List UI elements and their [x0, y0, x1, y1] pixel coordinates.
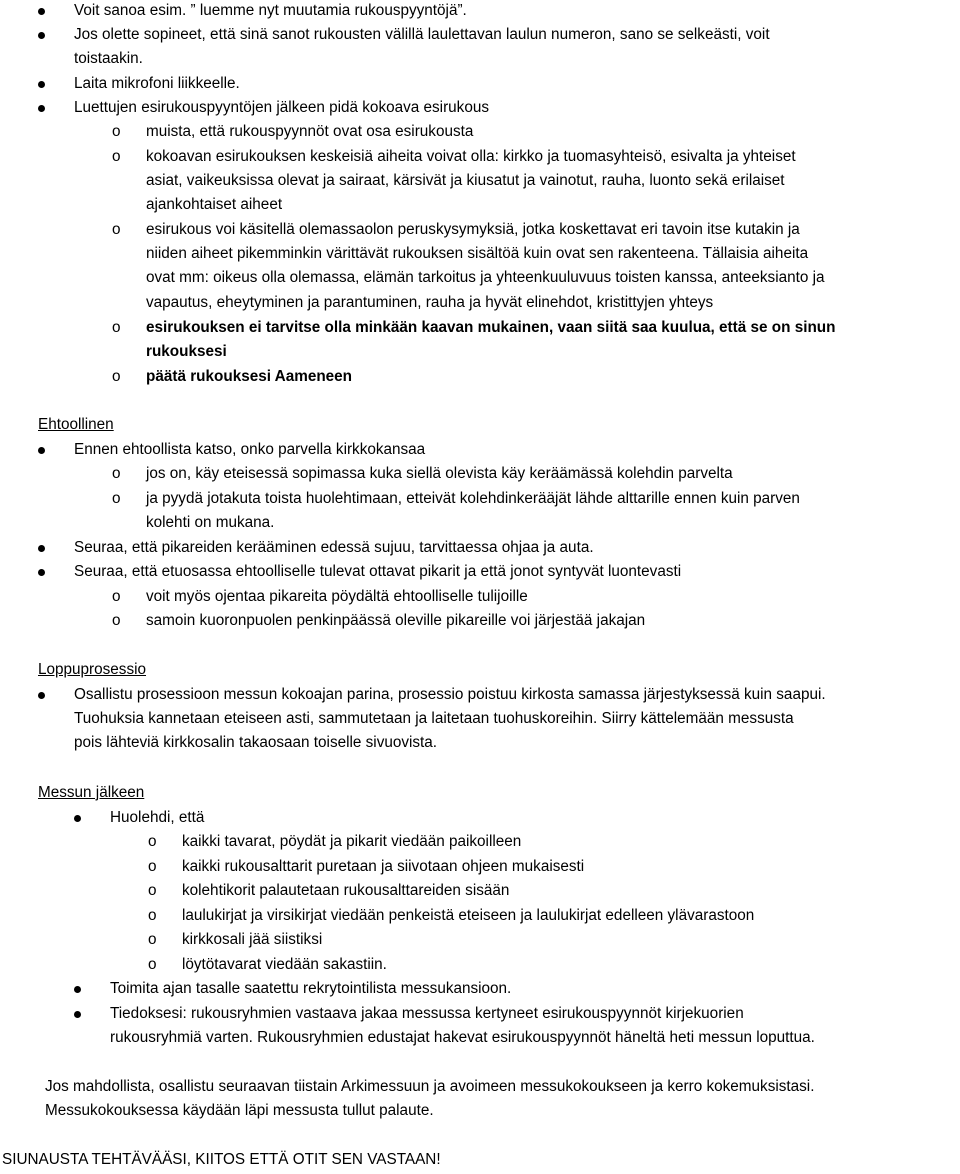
sub-item: kokoavan esirukouksen keskeisiä aiheita voivat olla: kirkko ja tuomasyhteisö, esivalta ja yhteiset [146, 148, 796, 165]
bullet-dot [38, 8, 45, 15]
sub-item: jos on, käy eteisessä sopimassa kuka siellä olevista käy keräämässä kolehdin parvelta [146, 465, 733, 482]
sub-item-cont: kolehti on mukana. [146, 514, 275, 531]
list-item: Seuraa, että etuosassa ehtoolliselle tulevat ottavat pikarit ja että jonot syntyvät luontevasti [74, 563, 682, 580]
list-item-cont: Tuohuksia kannetaan eteiseen asti, sammutetaan ja laitetaan tuohuskoreihin. Siirry kättelemään messusta [74, 710, 794, 727]
closing-line: SIUNAUSTA TEHTÄVÄÄSI, KIITOS ETTÄ OTIT SEN VASTAAN! [2, 1151, 441, 1168]
bullet-dot [74, 815, 81, 822]
sub-marker: o [112, 612, 121, 629]
sub-marker: o [148, 931, 157, 948]
list-item: Toimita ajan tasalle saatettu rekrytointilista messukansioon. [110, 980, 512, 997]
sub-item: muista, että rukouspyynnöt ovat osa esirukousta [146, 123, 474, 140]
sub-item-cont: ovat mm: oikeus olla olemassa, elämän tarkoitus ja yhteenkuuluvuus toisten kanssa, anteeksianto ja [146, 269, 825, 286]
bullet-dot [74, 1011, 81, 1018]
section-heading: Messun jälkeen [38, 784, 145, 801]
sub-marker: o [112, 123, 121, 140]
sub-item: kaikki tavarat, pöydät ja pikarit viedään paikoilleen [182, 833, 522, 850]
section-heading: Ehtoollinen [38, 416, 114, 433]
sub-item: löytötavarat viedään sakastiin. [182, 956, 387, 973]
sub-item: kaikki rukousalttarit puretaan ja siivotaan ohjeen mukaisesti [182, 858, 585, 875]
section-heading: Loppuprosessio [38, 661, 147, 678]
list-item: Jos olette sopineet, että sinä sanot rukousten välillä laulettavan laulun numeron, sano se selkeästi, voit [74, 26, 770, 43]
bullet-dot [38, 545, 45, 552]
sub-marker: o [148, 907, 157, 924]
paragraph-cont: Messukokouksessa käydään läpi messusta tullut palaute. [45, 1102, 434, 1119]
sub-marker: o [148, 833, 157, 850]
sub-marker: o [112, 368, 121, 385]
sub-item: voit myös ojentaa pikareita pöydältä ehtoolliselle tulijoille [146, 588, 528, 605]
sub-item: laulukirjat ja virsikirjat viedään penkeistä eteiseen ja laulukirjat edelleen ylävarastoon [182, 907, 755, 924]
sub-marker: o [148, 882, 157, 899]
sub-item-cont: niiden aiheet pikemminkin värittävät rukouksen sisältöä kuin ovat sen rakenteena. Tällaisia aiheita [146, 245, 809, 262]
list-item: Luettujen esirukouspyyntöjen jälkeen pidä kokoava esirukous [74, 99, 489, 116]
bullet-dot [38, 692, 45, 699]
bullet-dot [38, 569, 45, 576]
sub-item-cont: rukouksesi [146, 343, 227, 360]
bullet-dot [38, 105, 45, 112]
sub-item: samoin kuoronpuolen penkinpäässä oleville pikareille voi järjestää jakajan [146, 612, 646, 629]
bullet-dot [74, 986, 81, 993]
sub-item: ja pyydä jotakuta toista huolehtimaan, etteivät kolehdinkerääjät lähde alttarille ennen kuin parven [146, 490, 800, 507]
sub-item-cont: ajankohtaiset aiheet [146, 196, 283, 213]
bullet-dot [38, 32, 45, 39]
sub-marker: o [148, 956, 157, 973]
list-item: Osallistu prosessioon messun kokoajan parina, prosessio poistuu kirkosta samassa järjestyksessä kuin saapui. [74, 686, 826, 703]
sub-item: esirukouksen ei tarvitse olla minkään kaavan mukainen, vaan siitä saa kuulua, että se on sinun [146, 319, 836, 336]
sub-marker: o [148, 858, 157, 875]
sub-marker: o [112, 221, 121, 238]
list-item-cont: pois lähteviä kirkkosalin takaosaan toiselle sivuovista. [74, 734, 438, 751]
list-item: Laita mikrofoni liikkeelle. [74, 75, 240, 92]
sub-marker: o [112, 319, 121, 336]
list-item: Seuraa, että pikareiden kerääminen edessä sujuu, tarvittaessa ohjaa ja auta. [74, 539, 594, 556]
sub-item: kolehtikorit palautetaan rukousalttareiden sisään [182, 882, 510, 899]
bullet-dot [38, 447, 45, 454]
sub-marker: o [112, 465, 121, 482]
sub-marker: o [112, 148, 121, 165]
sub-marker: o [112, 588, 121, 605]
sub-item: esirukous voi käsitellä olemassaolon peruskysymyksiä, jotka koskettavat eri tavoin itse kutakin ja [146, 221, 800, 238]
bullet-dot [38, 81, 45, 88]
list-item-cont: rukousryhmiä varten. Rukousryhmien edustajat hakevat esirukouspyynnöt häneltä heti messun loputtua. [110, 1029, 815, 1046]
sub-item-cont: vapautus, eheytyminen ja parantuminen, rauha ja hyvät elinehdot, kristittyjen yhteys [146, 294, 714, 311]
list-item: Voit sanoa esim. ” luemme nyt muutamia rukouspyyntöjä”. [74, 2, 467, 19]
sub-item: kirkkosali jää siistiksi [182, 931, 323, 948]
sub-marker: o [112, 490, 121, 507]
list-item: Ennen ehtoollista katso, onko parvella kirkkokansaa [74, 441, 426, 458]
sub-item-cont: asiat, vaikeuksissa olevat ja sairaat, kärsivät ja kiusatut ja vainotut, rauha, luonto sekä erilaiset [146, 172, 785, 189]
sub-item: päätä rukouksesi Aameneen [146, 368, 353, 385]
list-item: Tiedoksesi: rukousryhmien vastaava jakaa messussa kertyneet esirukouspyynnöt kirjekuorien [110, 1005, 744, 1022]
list-item: Huolehdi, että [110, 809, 205, 826]
list-item-cont: toistaakin. [74, 50, 143, 67]
paragraph: Jos mahdollista, osallistu seuraavan tiistain Arkimessuun ja avoimeen messukokoukseen ja kerro kokemuksistasi. [45, 1078, 815, 1095]
